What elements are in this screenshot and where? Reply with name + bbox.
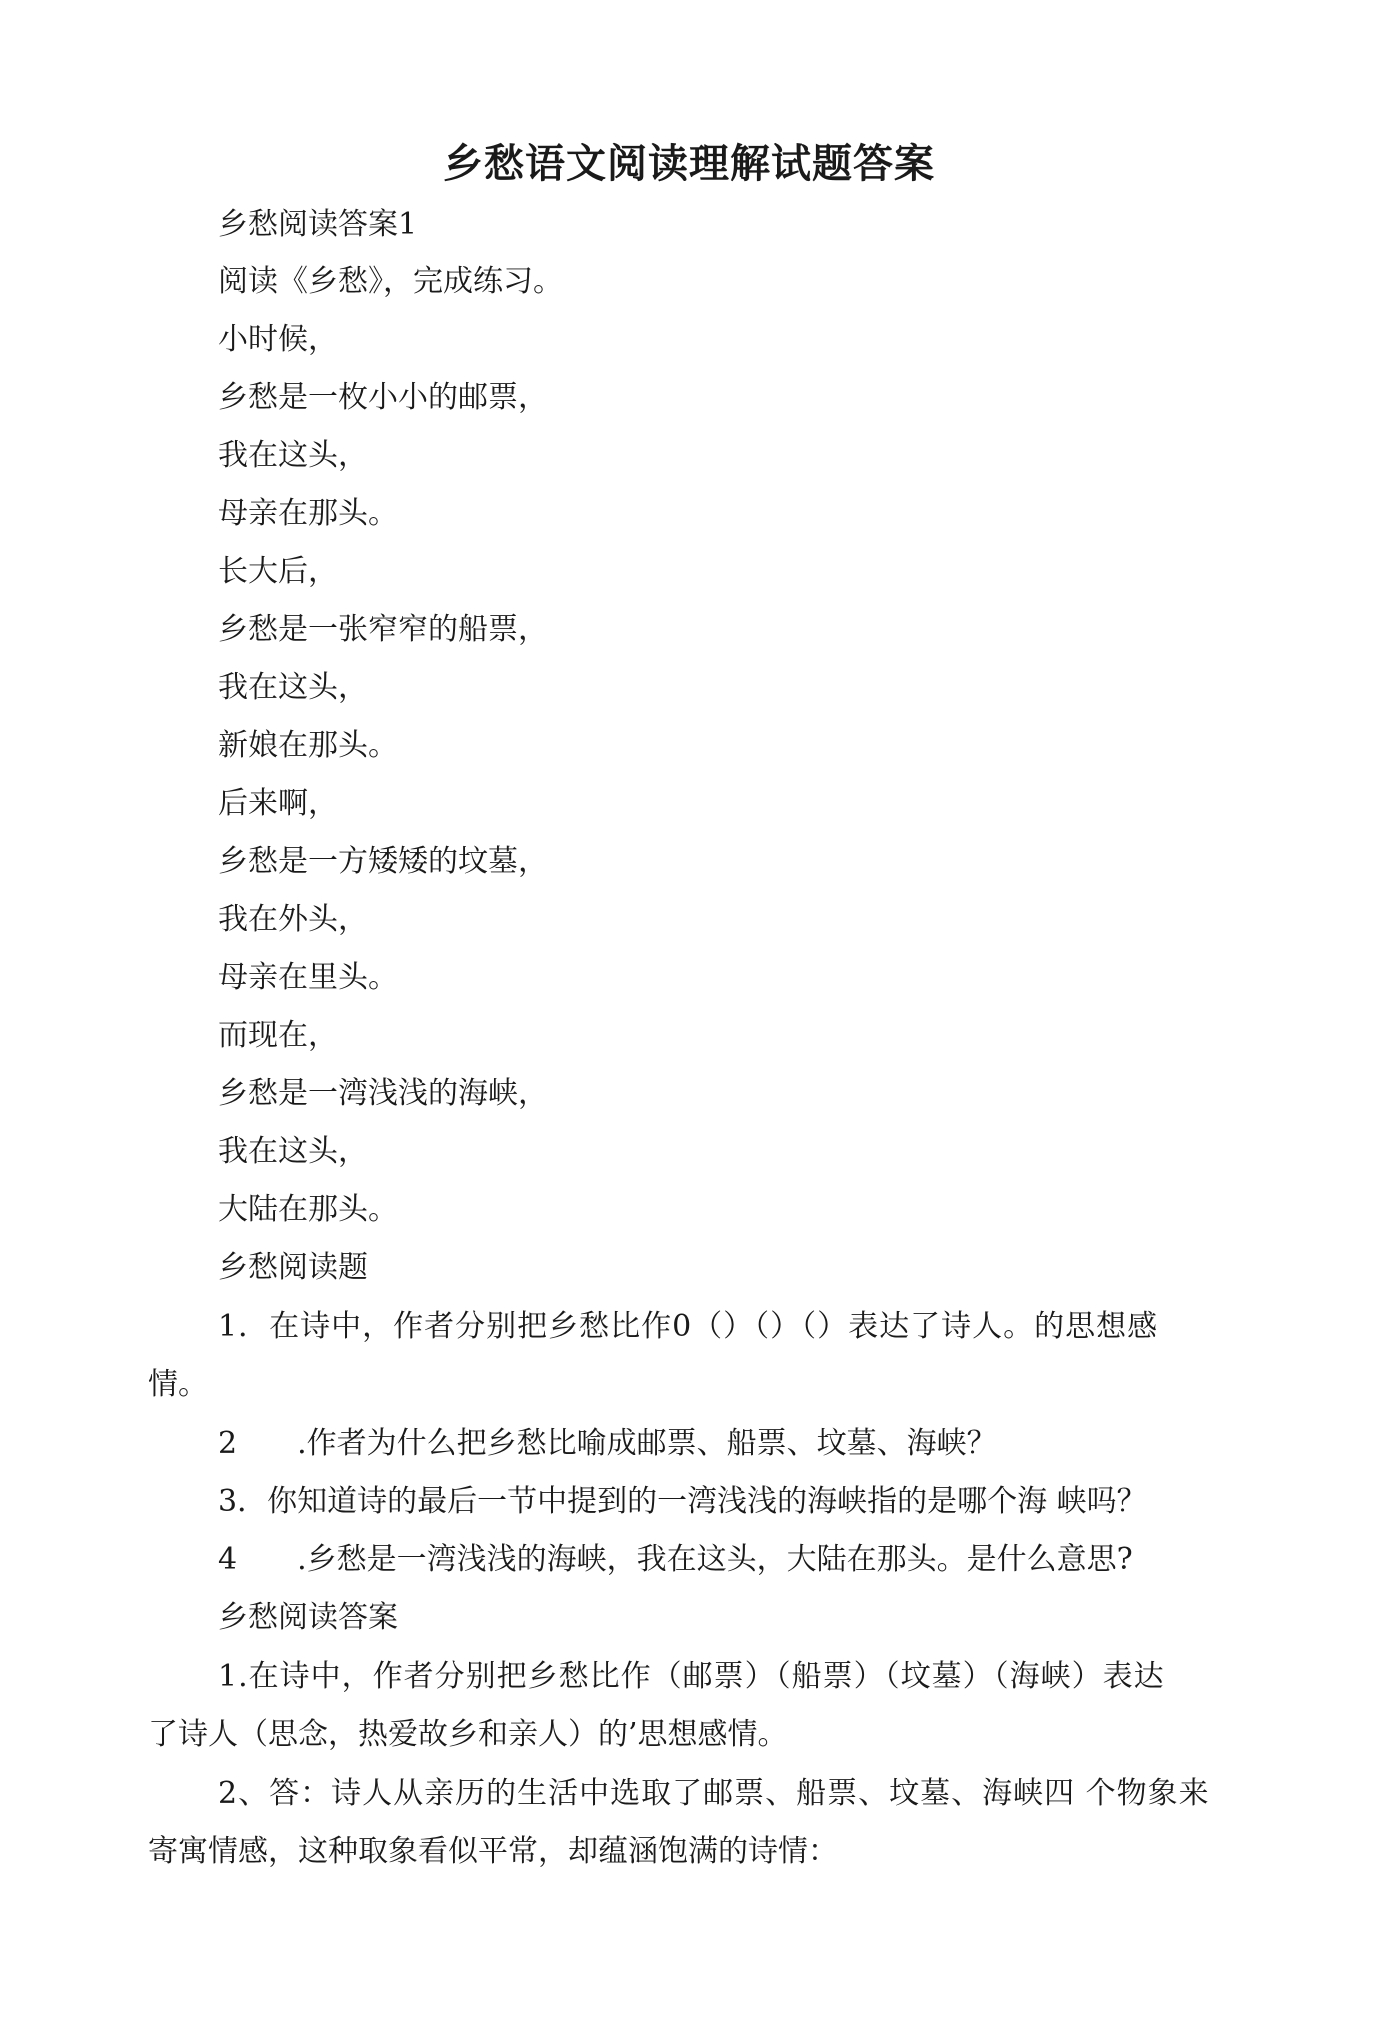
poem-line: 母亲在那头。 [218,496,398,531]
question-4: 4 .乡愁是一湾浅浅的海峡，我在这头，大陆在那头。是什么意思? [218,1542,1133,1577]
poem-line: 长大后， [218,554,338,589]
section-heading-answers: 乡愁阅读答案 [218,1600,398,1635]
poem-line: 小时候， [218,322,338,357]
poem-line: 乡愁是一方矮矮的坟墓， [218,844,548,879]
poem-line: 我在外头， [218,902,368,937]
poem-line: 新娘在那头。 [218,728,398,763]
poem-line: 母亲在里头。 [218,960,398,995]
poem-line: 我在这头， [218,670,368,705]
answer-2: 2、答：诗人从亲历的生活中选取了邮票、船票、坟墓、海峡四 个物象来 [218,1776,1210,1811]
answer-2-continued: 寄寓情感，这种取象看似平常，却蕴涵饱满的诗情： [148,1834,838,1869]
question-1: 1．在诗中，作者分别把乡愁比作0（）（）（）表达了诗人。的思想感 [218,1309,1159,1344]
section-heading-answers-1: 乡愁阅读答案1 [218,207,418,242]
poem-line: 后来啊， [218,786,338,821]
poem-line: 乡愁是一张窄窄的船票， [218,612,548,647]
poem-line: 我在这头， [218,1134,368,1169]
document-title: 乡愁语文阅读理解试题答案 [443,140,935,187]
poem-line: 乡愁是一枚小小的邮票， [218,380,548,415]
question-1-continued: 情。 [148,1367,208,1402]
answer-1: 1.在诗中，作者分别把乡愁比作（邮票）（船票）（坟墓）（海峡）表达 [218,1659,1165,1694]
poem-line: 乡愁是一湾浅浅的海峡， [218,1076,548,1111]
instruction-line: 阅读《乡愁》，完成练习。 [218,264,563,299]
answer-1-continued: 了诗人（思念，热爱故乡和亲人）的’思想感情。 [148,1717,788,1752]
poem-line: 大陆在那头。 [218,1192,398,1227]
question-2: 2 .作者为什么把乡愁比喻成邮票、船票、坟墓、海峡？ [218,1426,997,1461]
poem-line: 我在这头， [218,438,368,473]
section-heading-questions: 乡愁阅读题 [218,1250,368,1285]
poem-line: 而现在， [218,1018,338,1053]
question-3: 3．你知道诗的最后一节中提到的一湾浅浅的海峡指的是哪个海 峡吗？ [218,1484,1147,1519]
